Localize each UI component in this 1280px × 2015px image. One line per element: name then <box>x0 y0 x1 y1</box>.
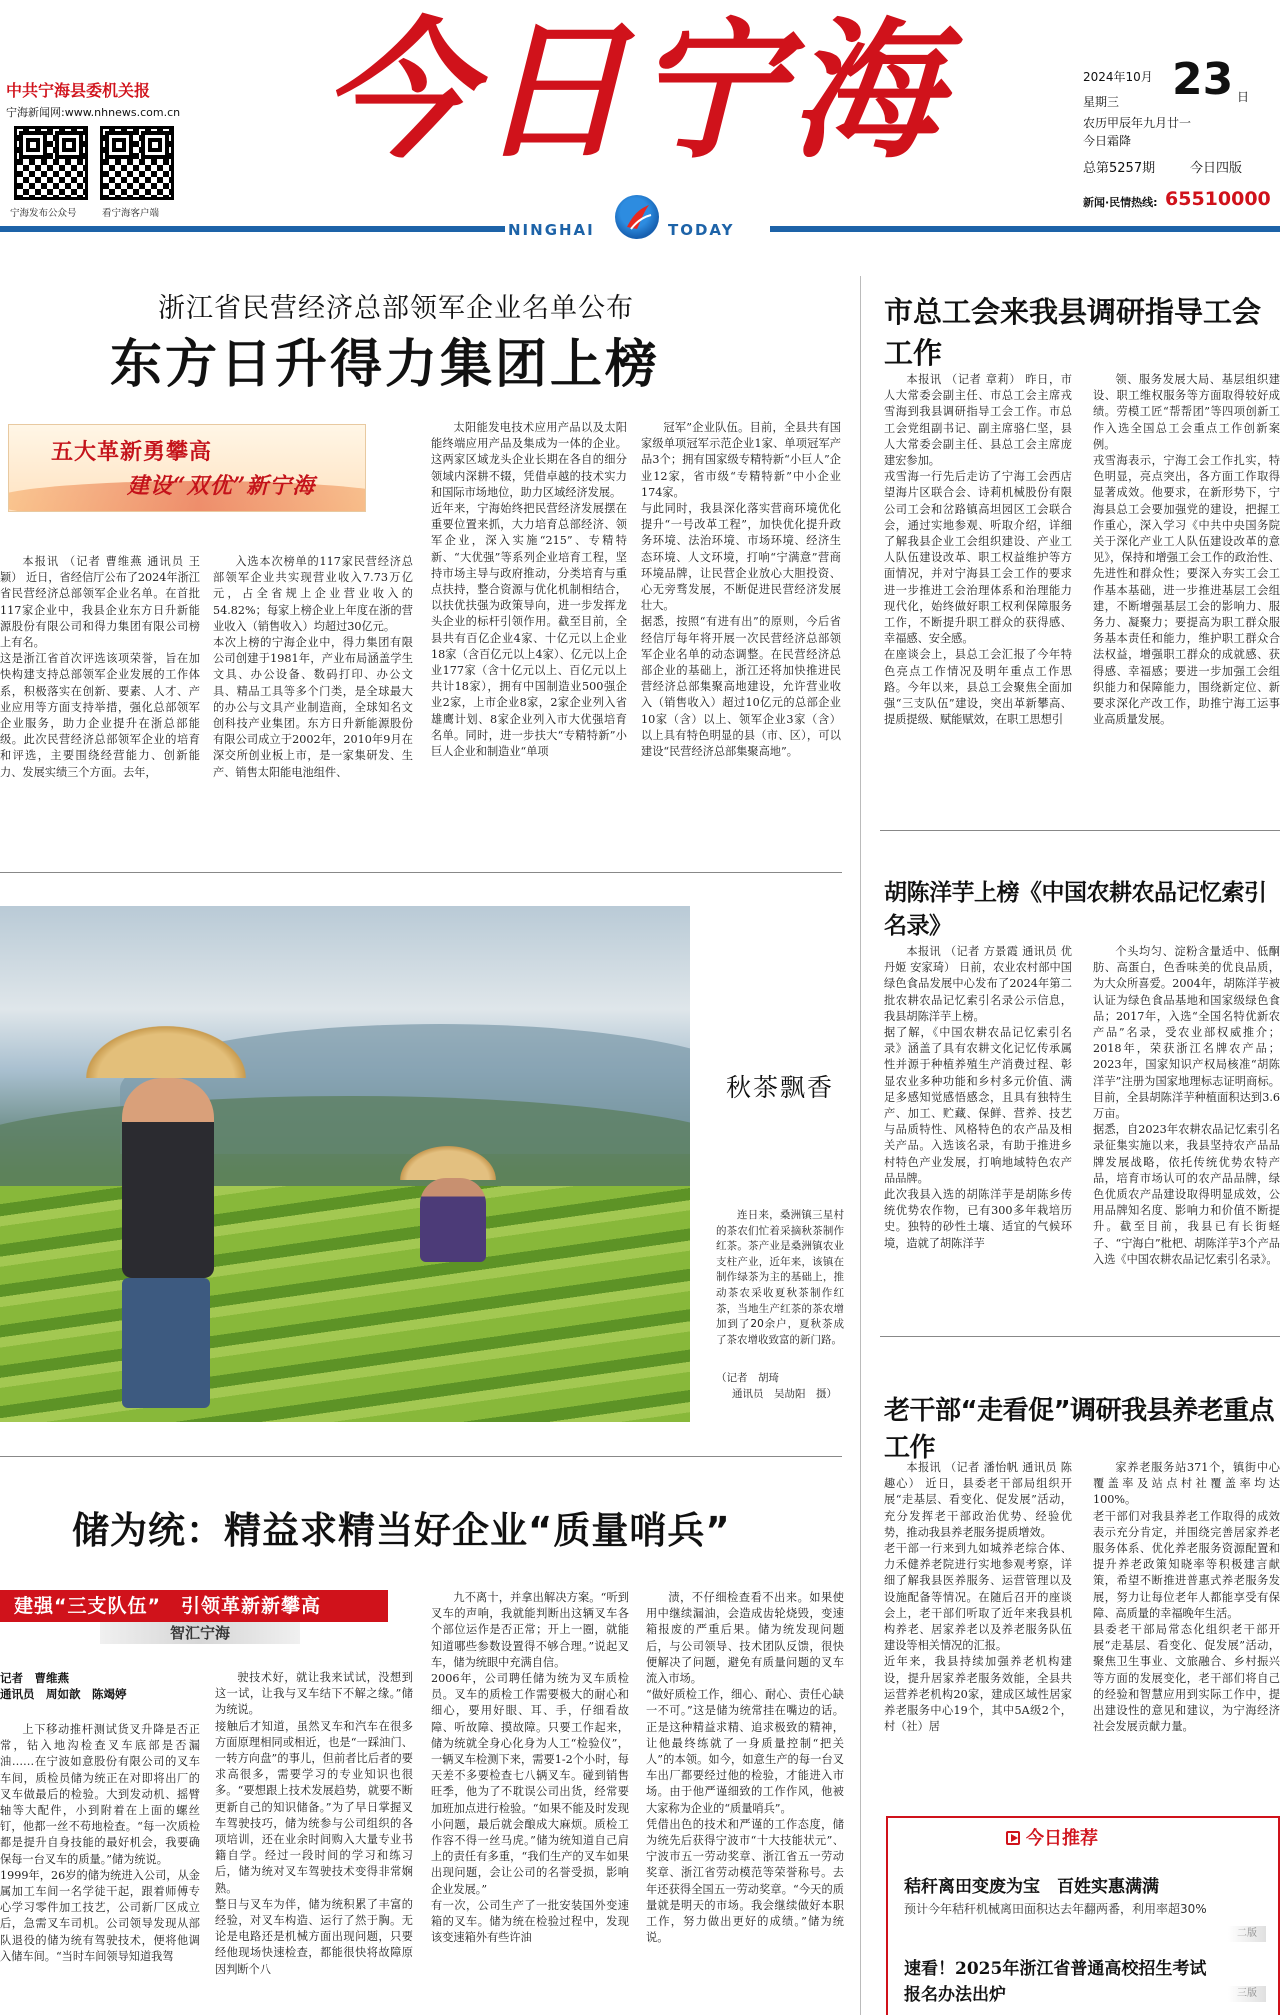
farmer1-hat-icon <box>86 1026 246 1078</box>
farmer1-body <box>122 1078 214 1278</box>
story3-col2 <box>1093 372 1280 792</box>
divider-story1 <box>0 872 842 873</box>
story1-col2 <box>213 554 413 862</box>
farmer2-body <box>420 1178 486 1262</box>
date-lunar: 农历甲辰年九月廿一 <box>1083 116 1192 130</box>
recommend-item1-sub: 预计今年秸秆机械离田面积达去年翻两番，利用率超30% <box>904 1902 1207 1916</box>
story1-col1-text: 本报讯 （记者 曹维燕 通讯员 王颖） 近日，省经信厅公布了2024年浙江省民营经济总部领军企业名单。在首批117家企业中，我县企业东方日升新能源股份有限公司和得力集团有限公司榜上有名。 这是浙江省首次评选该项荣誉，旨在加快构建支持总部领军企业发展的工作体系，积极落实在创新、要素、人才、产业应用等方面支持举措，强化总部领军企业服务，助力企业提升在浙总部能级。此次民营经济总部领军企业的培育和评选，主要围绕经营能力、创新能力、发展实绩三个方面。去年， <box>0 555 200 779</box>
story1-banner <box>8 424 366 512</box>
photo-caption-text: 连日来，桑洲镇三星村的茶农们忙着采摘秋茶制作红茶。茶产业是桑洲镇农业支柱产业，近年来，该镇在制作绿茶为主的基础上，推动茶农采收夏秋茶制作红茶，当地生产红茶的茶农增加到了20余户，夏秋茶成了茶农增收致富的新门路。 <box>716 1209 844 1346</box>
story2-col2 <box>215 1670 413 2015</box>
date-solar-term: 今日霜降 <box>1083 134 1132 148</box>
story3-col2-text: 领、服务发展大局、基层组织建设、职工维权服务等方面取得较好成绩。劳模工匠“帮帮团”等四项创新工作入选全国总工会重点工作创新案例。 戎雪海表示，宁海工会工作扎实，特色明显，亮点突出，各方面工作取得显著成效。他要求，在新形势下，宁海县总工会要加强党的建设，把握工作重心，深入学习《中共中央国务院关于深化产业工人队伍建设改革的意见》，保持和增强工会工作的政治性、先进性和群众性；要深入夯实工会工作基本基础，进一步推进基层工会组建，不断增强基层工会的影响力、服务力、凝聚力；要提高为职工群众服务基本责任和能力，维护职工群众合法权益，增强职工群众的成就感、获得感、幸福感；要进一步加强工会组织能力和保障能力，围绕新定位、新要求深化产改工作，助推宁海工运事业高质量发展。 <box>1093 373 1280 727</box>
recommend-box <box>886 1816 1280 2015</box>
story5-col1-text: 本报讯 （记者 潘怡帆 通讯员 陈趣心） 近日，县委老干部局组织开展“走基层、看变化、促发展”活动，充分发挥老干部政治优势、经验优势，推动我县养老服务提质增效。 老干部一行来到九如城养老综合体、力禾健养老院进行实地参观考察，详细了解我县医养服务、运营管理以及设施配备等情况。在随后召开的座谈会上，老干部们听取了近年来我县机构养老、居家养老以及养老服务队伍建设等相关情况的汇报。 近年来，我县持续加强养老机构建设，提升居家养老服务效能，全县共运营养老机构20家，建成区域性居家养老服务中心19个，其中5A级2个，村（社）居 <box>884 1461 1072 1734</box>
story1-kicker: 浙江省民营经济总部领军企业名单公布 <box>158 293 634 324</box>
story2-col1 <box>0 1722 200 2015</box>
story2-col4-text: 渍，不仔细检查看不出来。如果使用中继续漏油，会造成齿轮烧毁，变速箱报废的严重后果。储为统发现问题后，与公司领导、技术团队反馈，很快便解决了问题，避免有质量问题的叉车流入市场。 “做好质检工作，细心、耐心、责任心缺一不可。”这是储为统常挂在嘴边的话。正是这种精益求精、追求极致的精神，让他最终练就了一身质量控制“把关人”的本领。如今，如意生产的每一台叉车出厂都要经过他的检验，才能进入市场。由于他严谨细致的工作作风，他被大家称为企业的“质量哨兵”。 凭借出色的技术和严谨的工作态度，储为统先后获得宁波市“十大技能状元”、宁波市五一劳动奖章、浙江省五一劳动奖章、浙江省劳动模范等荣誉称号。去年还获得全国五一劳动奖章。“今天的质量就是明天的市场。我会继续做好本职工作，努力做出更好的成绩。”储为统说。 <box>646 1591 844 1945</box>
banner-line2: 建设“双优”新宁海 <box>127 473 316 499</box>
story1-col3-text: 太阳能发电技术应用产品以及太阳能终端应用产品及集成为一体的企业。这两家区域龙头企业长期在各自的细分领域内深耕不辍，凭借卓越的技术实力和国际市场地位，助力区域经济发展。 近年来，宁海始终把民营经济发展摆在重要位置来抓，大力培育总部经济、领军企业，深入实施“215”、专精特新、“大优强”等系列企业培育工程，坚持市场主导与政府推动，分类培育与重点扶持，整合资源与优化机制相结合，以扶优扶强为政策导向，进一步发挥龙头企业的标杆引领作用。截至目前，全县共有百亿企业4家、十亿元以上企业18家（含百亿元以上4家）、亿元以上企业177家（含十亿元以上、百亿元以上共计18家），拥有中国制造业500强企业2家，上市企业8家，2家企业列入省雄鹰计划、8家企业列入市大优强培育名单。同时，进一步扶大“专精特新”小巨人企业和制造业“单项 <box>431 421 627 759</box>
photo-caption-title: 秋茶飘香 <box>726 1073 835 1102</box>
qr2-label: 看宁海客户端 <box>102 208 160 219</box>
story2-col2-text: 驶技术好，就让我来试试，没想到这一试，让我与叉车结下不解之缘。”储为统说。 接触后才知道，虽然叉车和汽车在很多方面原理相同或相近，也是“一踩油门、一转方向盘”的事儿，但前者比后者的要求高很多，需要学习的专业知识也很多。“要想跟上技术发展趋势，就要不断更新自己的知识储备。”为了早日掌握叉车驾驶技巧，储为统参与公司组织的各项培训，还在业余时间购入大量专业书籍自学。经过一段时间的学习和练习后，储为统对叉车驾驶技术变得非常娴熟。 整日与叉车为伴，储为统积累了丰富的经验，对叉车构造、运行了然于胸。无论是电路还是机械方面出现问题，只要经他现场快速检查，都能很快将故障原因判断个八 <box>215 1671 413 1976</box>
recommend-title: 今日推荐 <box>1026 1828 1098 1849</box>
date-year-month: 2024年10月 <box>1083 70 1153 84</box>
story2-col3-text: 九不离十，并拿出解决方案。“听到叉车的声响，我就能判断出这辆叉车各个部位运作是否正常；开上一圈，就能知道哪些参数设置得不够合理。”说起叉车，储为统眼中充满自信。 2006年，公司聘任储为统为叉车质检员。叉车的质检工作需要极大的耐心和细心，要用好眼、耳、手，仔细看故障、听故障、摸故障。只要工作起来，储为统就全身心化身为人工“检验仪”，一辆叉车检测下来，需要1-2个小时，每天差不多要检查七八辆叉车。碰到销售旺季，他为了不耽误公司出货，经常要加班加点进行检验。“如果不能及时发现小问题，最后就会酿成大麻烦。质检工作容不得一丝马虎。”储为统知道自己肩上的责任有多重，“我们生产的叉车如果出现问题，会让公司的名誉受损，影响企业发展。” 有一次，公司生产了一批安装国外变速箱的叉车。储为统在检验过程中，发现该变速箱外有些许油 <box>431 1591 629 1945</box>
divider-photo <box>0 1456 842 1457</box>
masthead-ninghai: NINGHAI <box>508 221 595 239</box>
story4-headline[interactable]: 胡陈洋芋上榜《中国农耕农品记忆索引名录》 <box>884 880 1267 939</box>
recommend-item1-title[interactable]: 秸秆离田变废为宝 百姓实惠满满 <box>904 1877 1159 1897</box>
banner-line1: 五大革新勇攀高 <box>51 439 213 465</box>
hotline-label: 新闻·民情热线: <box>1083 196 1158 209</box>
divider-story3 <box>880 830 1280 831</box>
masthead-rule-right <box>770 226 1280 232</box>
story2-banner-text: 建强“三支队伍” 引领革新新攀高 <box>14 1595 321 1617</box>
recommend-item2-page[interactable]: 三版 <box>1228 1986 1266 2002</box>
masthead-rule-left <box>0 226 505 232</box>
story4-col2 <box>1093 944 1280 1302</box>
story2-headline[interactable]: 储为统：精益求精当好企业“质量哨兵” <box>72 1509 731 1552</box>
issue-number: 总第5257期 <box>1083 161 1156 176</box>
divider-vertical <box>860 276 861 2015</box>
story1-col4-text: 冠军”企业队伍。目前，全县共有国家级单项冠军示范企业1家、单项冠军产品3个；拥有国家级专精特新“小巨人”企业12家，省市级“专精特新”中小企业174家。 与此同时，我县深化落实营商环境优化提升“一号改革工程”，加快优化提升政务环境、法治环境、市场环境、经济生态环境、人文环境，打响“宁满意”营商环境品牌，让民营企业放心大胆投资、心无旁骛发展，不断促进民营经济发展壮大。 据悉，按照“有进有出”的原则，今后省经信厅每年将开展一次民营经济总部领军企业名单的动态调整。在民营经济总部企业的基础上，浙江还将加快推进民营经济总部集聚高地建设，允许营业收入（销售收入）超过10亿元的总部企业10家（含）以上、领军企业3家（含）以上具有特色明显的县（市、区），可以建设“民营经济总部集聚高地”。 <box>641 421 841 759</box>
issue-pages: 今日四版 <box>1190 161 1243 176</box>
masthead-emblem-icon <box>615 195 659 239</box>
play-icon <box>1006 1831 1020 1845</box>
story2-col1-text: 上下移动推杆测试货叉升降是否正常，钻入地沟检查叉车底部是否漏油……在宁波如意股份有限公司的叉车车间，质检员储为统正在对即将出厂的叉车做最后的检验。大到发动机、摇臂轴等大配件，小到附着在上面的螺丝钉，他都一丝不苟地检查。“每一次质检都是提升自身技能的最好机会，我要确保每一台叉车的质量。”储为统说。 1999年，26岁的储为统进入公司，从金属加工车间一名学徒干起，跟着师傅专心学习零件加工技艺，公司新厂区成立后，急需叉车司机。公司领导发现从部队退役的储为统有驾驶技术，便将他调入储车间。“当时车间领导知道我驾 <box>0 1723 200 1963</box>
masthead-website[interactable]: 宁海新闻网:www.nhnews.com.cn <box>6 106 181 119</box>
farmer2-hat-icon <box>400 1146 496 1180</box>
story4-col1 <box>884 944 1072 1302</box>
story1-headline[interactable]: 东方日升得力集团上榜 <box>110 335 661 395</box>
story5-headline[interactable]: 老干部“走看促”调研我县养老重点工作 <box>884 1396 1275 1463</box>
date-ri: 日 <box>1237 90 1250 104</box>
recommend-title-wrap <box>1006 1824 1098 1850</box>
date-weekday: 星期三 <box>1083 95 1120 109</box>
divider-story4 <box>880 1336 1280 1337</box>
recommend-item2-title2[interactable]: 报名办法出炉 <box>904 1985 1006 2005</box>
qr-code-app <box>100 126 174 200</box>
story2-banner-sub <box>100 1622 300 1644</box>
masthead-today: TODAY <box>668 221 735 239</box>
story1-col1 <box>0 554 200 862</box>
photo-credit2: 通讯员 吴劼阳 摄） <box>732 1388 837 1400</box>
story2-byline1: 记者 曹维燕 <box>0 1671 69 1685</box>
story2-byline2: 通讯员 周如歆 陈竭婷 <box>0 1687 127 1701</box>
qr1-label: 宁海发布公众号 <box>10 208 77 219</box>
masthead-title: 今日宁海 <box>322 3 947 179</box>
story3-headline[interactable]: 市总工会来我县调研指导工会工作 <box>884 295 1262 370</box>
story2-banner-sub-text: 智汇宁海 <box>169 1624 230 1642</box>
story2-col3 <box>431 1590 629 2015</box>
farmer1-legs <box>122 1278 210 1408</box>
recommend-item1-page[interactable]: 二版 <box>1228 1926 1266 1942</box>
photo-credit1: （记者 胡琦 <box>716 1372 779 1384</box>
story2-col4 <box>646 1590 844 2015</box>
qr-code-wechat <box>14 126 88 200</box>
story5-col2-text: 家养老服务站371个，镇街中心覆盖率及站点村社覆盖率均达100%。 老干部们对我县养老工作取得的成效表示充分肯定，并围绕完善居家养老服务体系、优化养老服务资源配置和提升养老政策知晓率等积极建言献策，希望不断推进普惠式养老服务发展，努力让每位老年人都能享受有保障、高质量的幸福晚年生活。 县委老干部局常态化组织老干部开展“走基层、看变化、促发展”活动，聚焦卫生事业、文旅融合、乡村振兴等方面的发展变化，老干部们将自己的经验和智慧应用到实际工作中，提出建设性的意见和建议，为宁海经济社会发展贡献力量。 <box>1093 1461 1280 1734</box>
story4-col1-text: 本报讯 （记者 方景霞 通讯员 优丹姬 安家琦） 日前，农业农村部中国绿色食品发展中心发布了2024年第二批农耕农品记忆索引名录公示信息，我县胡陈洋芋上榜。 据了解，《中国农耕农品记忆索引名录》涵盖了具有农耕文化记忆传承属性并源于种植养殖生产消费过程、彰显农业多种功能和乡村多元价值、满足多感知觉感悟感念，且具有独特生产、加工、贮藏、保鲜、营养、技艺与品质特性、风格特色的农产品及相关产品。入选该名录，有助于推进乡村特色产业发展，打响地域特色农产品品牌。 此次我县入选的胡陈洋芋是胡陈乡传统优势农作物，已有300多年栽培历史。独特的砂性土壤、适宜的气候环境，造就了胡陈洋芋 <box>884 945 1072 1250</box>
hotline-number[interactable]: 65510000 <box>1165 188 1271 210</box>
recommend-item2-title[interactable]: 速看！2025年浙江省普通高校招生考试 <box>904 1959 1207 1979</box>
tea-photo <box>0 906 690 1422</box>
masthead-org: 中共宁海县委机关报 <box>6 81 151 100</box>
story1-col2-text: 入选本次榜单的117家民营经济总部领军企业共实现营业收入7.73万亿元，占全省规上企业营业收入的54.82%；每家上榜企业上年度在浙的营业收入（销售收入）均超过30亿元。 本次上榜的宁海企业中，得力集团有限公司创建于1981年，产业布局涵盖学生文具、办公设备、数码打印、办公文具、精品工具等多个门类，是全球最大的办公与文具产业制造商，全球知名文创科技产业集团。东方日升新能源股份有限公司成立于2002年，2010年9月在深交所创业板上市，是一家集研发、生产、销售太阳能电池组件、 <box>213 555 413 779</box>
story4-col2-text: 个头均匀、淀粉含量适中、低酮肪、高蛋白，色香味美的优良品质，为大众所喜爱。2004年，胡陈洋芋被认证为绿色食品基地和国家级绿色食品；2017年，入选“全国名特优新农产品”名录，受农业部权威推介；2018年，荣获浙江名牌农产品；2023年，国家知识产权局核准“胡陈洋芋”注册为国家地理标志证明商标。目前，全县胡陈洋芋种植面积达到3.6万亩。 据悉，自2023年农耕农品记忆索引名录征集实施以来，我县坚持农产品品牌发展战略，依托传统优势农特产品，培育市场认可的农产品品牌，绿色优质农产品建设取得明显成效，公用品牌知名度、影响力和价值不断提升。截至目前，我县已有长街蛏子、“宁海白”枇杷、胡陈洋芋3个产品入选《中国农耕农品记忆索引名录》。 <box>1093 945 1280 1266</box>
photo-caption <box>716 1208 844 1384</box>
story1-col3 <box>431 420 627 862</box>
story5-col2 <box>1093 1460 1280 1760</box>
story3-col1 <box>884 372 1072 792</box>
story2-banner <box>0 1590 388 1622</box>
story3-col1-text: 本报讯 （记者 章莉） 昨日，市人大常委会副主任、市总工会主席戎雪海到我县调研指导工会工作。市总工会党组副书记、副主席骆仁坚，县人大常委会副主任、县总工会主席庞建宏参加。 戎雪海一行先后走访了宁海工会西店望海片区联合会、诗莉机械股份有限公司工会和岔路镇高坦园区工会联合会，通过实地参观、听取介绍，详细了解我县企业工会组织建设、产业工人队伍建设改革、职工权益维护等方面情况，并对宁海县工会工作的要求进一步推进工会治理体系和治理能力现代化，始终做好职工权利保障服务工作，不断提升职工群众的获得感、幸福感、安全感。 在座谈会上，县总工会汇报了今年特色亮点工作情况及明年重点工作思路。今年以来，县总工会聚焦全面加强“三支队伍”建设，突出革新攀高、提质提级、赋能赋效，在职工思想引 <box>884 373 1072 727</box>
story1-col4 <box>641 420 841 862</box>
photo-tea-rows <box>0 1186 690 1422</box>
story5-col1 <box>884 1460 1072 1760</box>
date-day: 23 <box>1172 54 1234 105</box>
